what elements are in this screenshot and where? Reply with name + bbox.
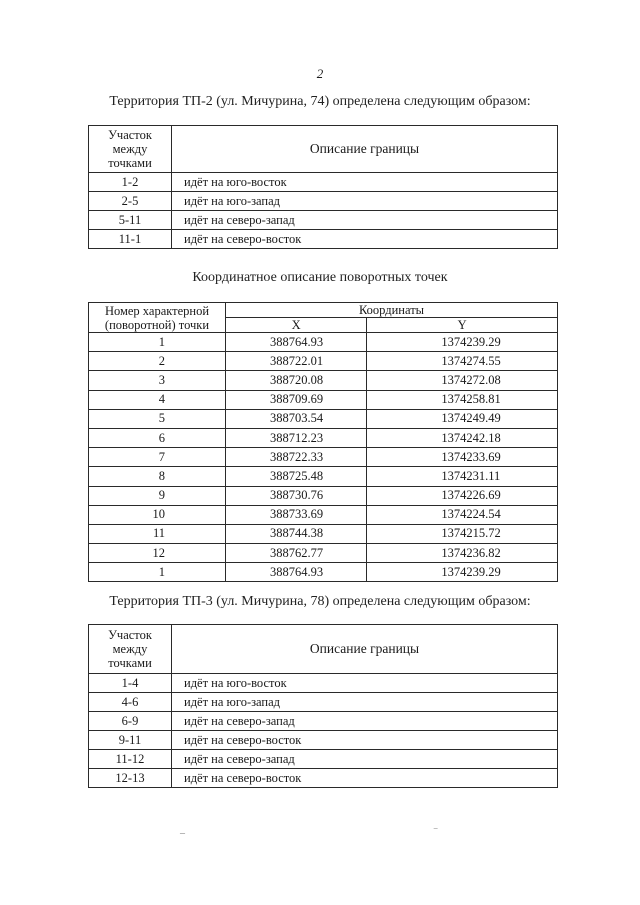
tp3-boundary-table	[88, 624, 558, 788]
segment-cell: 9-11	[89, 731, 172, 750]
coord-header-point: Номер характерной (поворотной) точки	[89, 303, 226, 333]
point-number-cell: 5	[89, 409, 226, 428]
scan-mark: –	[180, 828, 185, 839]
table-row	[89, 712, 558, 731]
table-row	[89, 448, 558, 467]
x-cell: 388762.77	[226, 544, 367, 563]
segment-cell: 11-1	[89, 230, 172, 249]
description-cell: идёт на юго-запад	[172, 693, 558, 712]
y-cell: 1374272.08	[367, 371, 558, 390]
table-row	[89, 390, 558, 409]
coord-header-x: X	[226, 318, 367, 333]
scan-mark: ⁻	[433, 826, 439, 837]
table-row	[89, 192, 558, 211]
description-cell: идёт на северо-восток	[172, 731, 558, 750]
y-cell: 1374249.49	[367, 409, 558, 428]
y-cell: 1374258.81	[367, 390, 558, 409]
description-cell: идёт на юго-запад	[172, 192, 558, 211]
coordinates-table	[88, 302, 558, 582]
x-cell: 388764.93	[226, 563, 367, 582]
table-row	[89, 731, 558, 750]
x-cell: 388709.69	[226, 390, 367, 409]
table-row	[89, 674, 558, 693]
tp2-header-segment: Участок между точками	[89, 126, 172, 173]
point-number-cell: 1	[89, 333, 226, 352]
x-cell: 388730.76	[226, 486, 367, 505]
x-cell: 388712.23	[226, 428, 367, 447]
point-number-cell: 4	[89, 390, 226, 409]
table-row	[89, 750, 558, 769]
segment-cell: 1-4	[89, 674, 172, 693]
x-cell: 388744.38	[226, 524, 367, 543]
table-row	[89, 524, 558, 543]
page-number: 2	[316, 66, 324, 81]
segment-cell: 12-13	[89, 769, 172, 788]
description-cell: идёт на северо-восток	[172, 230, 558, 249]
tp2-header-description: Описание границы	[172, 126, 558, 173]
x-cell: 388722.01	[226, 352, 367, 371]
y-cell: 1374274.55	[367, 352, 558, 371]
table-row	[89, 230, 558, 249]
y-cell: 1374239.29	[367, 333, 558, 352]
table-row	[89, 769, 558, 788]
point-number-cell: 2	[89, 352, 226, 371]
table-row	[89, 505, 558, 524]
point-number-cell: 3	[89, 371, 226, 390]
y-cell: 1374231.11	[367, 467, 558, 486]
coord-header-coords: Координаты	[226, 303, 558, 318]
point-number-cell: 12	[89, 544, 226, 563]
segment-cell: 4-6	[89, 693, 172, 712]
x-cell: 388722.33	[226, 448, 367, 467]
table-row	[89, 486, 558, 505]
description-cell: идёт на северо-восток	[172, 769, 558, 788]
description-cell: идёт на северо-запад	[172, 712, 558, 731]
table-row	[89, 544, 558, 563]
tp2-heading: Территория ТП-2 (ул. Мичурина, 74) определена следующим образом:	[109, 94, 531, 109]
y-cell: 1374239.29	[367, 563, 558, 582]
tp3-heading: Территория ТП-3 (ул. Мичурина, 78) определена следующим образом:	[109, 594, 531, 609]
segment-cell: 2-5	[89, 192, 172, 211]
y-cell: 1374233.69	[367, 448, 558, 467]
y-cell: 1374236.82	[367, 544, 558, 563]
y-cell: 1374215.72	[367, 524, 558, 543]
description-cell: идёт на северо-запад	[172, 750, 558, 769]
segment-cell: 1-2	[89, 173, 172, 192]
table-row	[89, 333, 558, 352]
point-number-cell: 9	[89, 486, 226, 505]
x-cell: 388720.08	[226, 371, 367, 390]
description-cell: идёт на северо-запад	[172, 211, 558, 230]
tp3-header-segment: Участок между точками	[89, 625, 172, 674]
point-number-cell: 11	[89, 524, 226, 543]
x-cell: 388725.48	[226, 467, 367, 486]
table-row	[89, 693, 558, 712]
table-row	[89, 428, 558, 447]
point-number-cell: 1	[89, 563, 226, 582]
point-number-cell: 8	[89, 467, 226, 486]
y-cell: 1374226.69	[367, 486, 558, 505]
description-cell: идёт на юго-восток	[172, 173, 558, 192]
point-number-cell: 7	[89, 448, 226, 467]
table-row	[89, 352, 558, 371]
point-number-cell: 10	[89, 505, 226, 524]
coordinates-heading: Координатное описание поворотных точек	[192, 270, 448, 285]
segment-cell: 11-12	[89, 750, 172, 769]
x-cell: 388703.54	[226, 409, 367, 428]
table-row	[89, 563, 558, 582]
point-number-cell: 6	[89, 428, 226, 447]
description-cell: идёт на юго-восток	[172, 674, 558, 693]
table-row	[89, 467, 558, 486]
segment-cell: 6-9	[89, 712, 172, 731]
tp2-boundary-table	[88, 125, 558, 249]
table-row	[89, 371, 558, 390]
y-cell: 1374224.54	[367, 505, 558, 524]
x-cell: 388764.93	[226, 333, 367, 352]
tp3-header-description: Описание границы	[172, 625, 558, 674]
table-row	[89, 211, 558, 230]
y-cell: 1374242.18	[367, 428, 558, 447]
table-row	[89, 173, 558, 192]
coord-header-y: Y	[367, 318, 558, 333]
x-cell: 388733.69	[226, 505, 367, 524]
table-row	[89, 409, 558, 428]
segment-cell: 5-11	[89, 211, 172, 230]
